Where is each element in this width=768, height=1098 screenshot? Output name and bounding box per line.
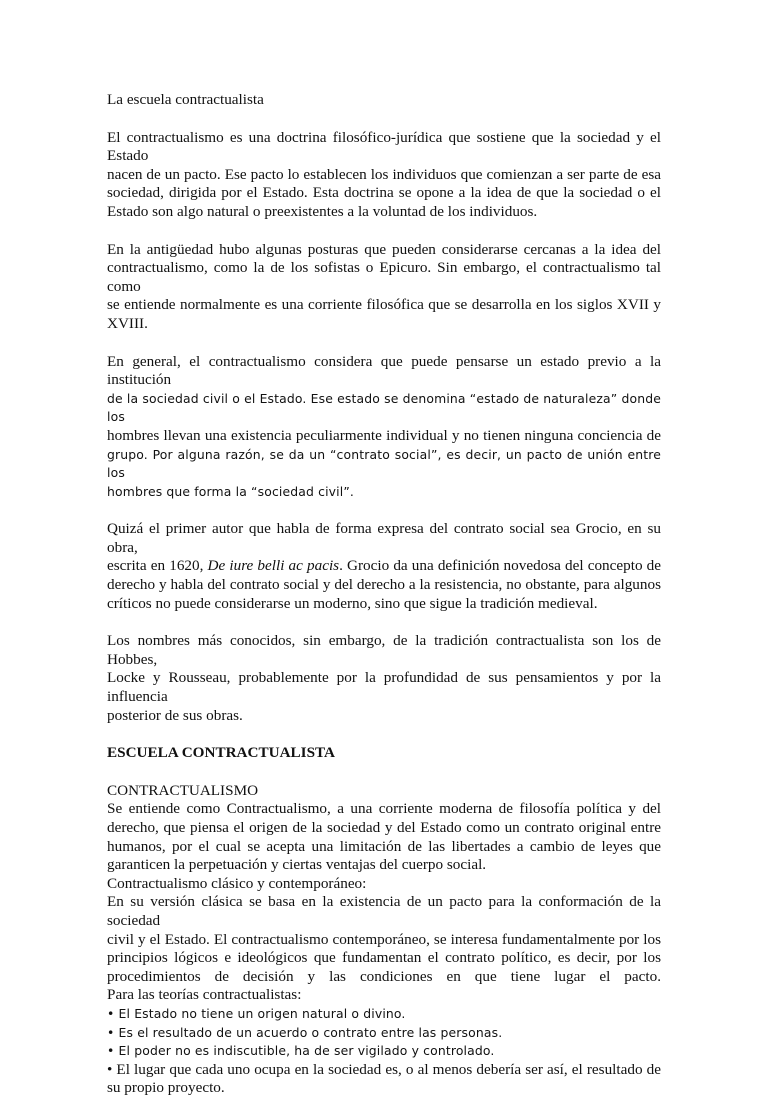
text-line: En la antigüedad hubo algunas posturas que pueden considerarse cercanas a la idea del	[107, 240, 661, 258]
subheading-classic: Contractualismo clásico y contemporáneo:	[107, 874, 367, 892]
paragraph-contractualism	[107, 800, 661, 874]
text-line: civil y el Estado. El contractualismo contemporáneo, se interesa fundamentalmente por los	[107, 930, 661, 948]
list-item: • El poder no es indiscutible, ha de ser vigilado y controlado.	[107, 1043, 495, 1059]
text-line	[107, 557, 661, 576]
paragraph-definition	[107, 129, 661, 222]
text-line: Los nombres más conocidos, sin embargo, de la tradición contractualista son los de Hobbes,	[107, 632, 661, 668]
list-item-continuation: su propio proyecto.	[107, 1079, 225, 1097]
text-line: nacen de un pacto. Ese pacto lo establecen los individuos que comienzan a ser parte de esa	[107, 165, 661, 183]
text-line: críticos no puede considerarse un moderno, sino que sigue la tradición medieval.	[107, 594, 598, 612]
section-heading: ESCUELA CONTRACTUALISTA	[107, 744, 336, 762]
document-title: La escuela contractualista	[107, 91, 264, 108]
list-item: • El Estado no tiene un origen natural o divino.	[107, 1005, 406, 1021]
text-line: El contractualismo es una doctrina filosófico-jurídica que sostiene que la sociedad y el Estado	[107, 128, 661, 165]
text-line: derecho, que piensa el origen de la sociedad y del Estado como un contrato original entre	[107, 819, 661, 836]
subheading: CONTRACTUALISMO	[107, 781, 259, 799]
book-title: De iure belli ac pacis	[207, 557, 340, 575]
text-line: derecho y habla del contrato social y del derecho a la resistencia, no obstante, para algunos	[107, 576, 661, 594]
document-page	[107, 91, 661, 1098]
text-line: Se entiende como Contractualismo, a una corriente moderna de filosofía política y del	[107, 800, 661, 818]
paragraph-known-names	[107, 632, 661, 725]
bullet-list	[107, 1005, 661, 1098]
list-item: • Es el resultado de un acuerdo o contrato entre las personas.	[107, 1024, 503, 1040]
text-line: En general, el contractualismo considera que puede pensarse un estado previo a la institución	[107, 352, 661, 389]
text-line: grupo. Por alguna razón, se da un “contrato social”, es decir, un pacto de unión entre los	[107, 446, 661, 481]
text-line: de la sociedad civil o el Estado. Ese estado se denomina “estado de naturaleza” donde los	[107, 390, 661, 425]
paragraph-classic	[107, 893, 661, 986]
text-line: principios lógicos e ideológicos que fundamentan el contrato político, es decir, por los	[107, 949, 661, 967]
text-fragment: escrita en 1620,	[107, 557, 208, 575]
text-line: contractualismo, como la de los sofistas o Epicuro. Sin embargo, el contractualismo tal como	[107, 259, 661, 295]
text-line: Estado son algo natural o preexistentes a la voluntad de los individuos.	[107, 202, 538, 220]
text-line: hombres llevan una existencia peculiarmente individual y no tienen ninguna conciencia de	[107, 426, 661, 444]
text-line: Quizá el primer autor que habla de forma expresa del contrato social sea Grocio, en su obra,	[107, 520, 661, 556]
text-line: se entiende normalmente es una corriente filosófica que se desarrolla en los siglos XVII y	[107, 296, 661, 314]
text-line: garanticen la perpetuación y ciertas ventajas del cuerpo social.	[107, 856, 487, 874]
paragraph-grocio	[107, 520, 661, 613]
list-item: • El lugar que cada uno ocupa en la sociedad es, o al menos debería ser así, el resultado de	[107, 1060, 661, 1078]
text-line: Locke y Rousseau, probablemente por la profundidad de sus pensamientos y por la influencia	[107, 669, 661, 706]
paragraph-state-of-nature	[107, 353, 661, 502]
text-line: humanos, por el cual se acepta una limitación de las libertades a cambio de leyes que	[107, 837, 661, 855]
text-line: hombres que forma la “sociedad civil”.	[107, 483, 355, 499]
text-line: posterior de sus obras.	[107, 706, 243, 724]
text-line: sociedad, dirigida por el Estado. Esta doctrina se opone a la idea de que la sociedad o el	[107, 184, 661, 202]
text-line: procedimientos de decisión y las condiciones en que tiene lugar el pacto.	[107, 967, 661, 985]
text-line: XVIII.	[107, 314, 148, 332]
text-line: En su versión clásica se basa en la existencia de un pacto para la conformación de la sociedad	[107, 893, 661, 929]
paragraph-antiquity	[107, 241, 661, 334]
list-intro: Para las teorías contractualistas:	[107, 986, 302, 1004]
text-fragment: . Grocio da una definición novedosa del concepto de	[339, 557, 662, 575]
